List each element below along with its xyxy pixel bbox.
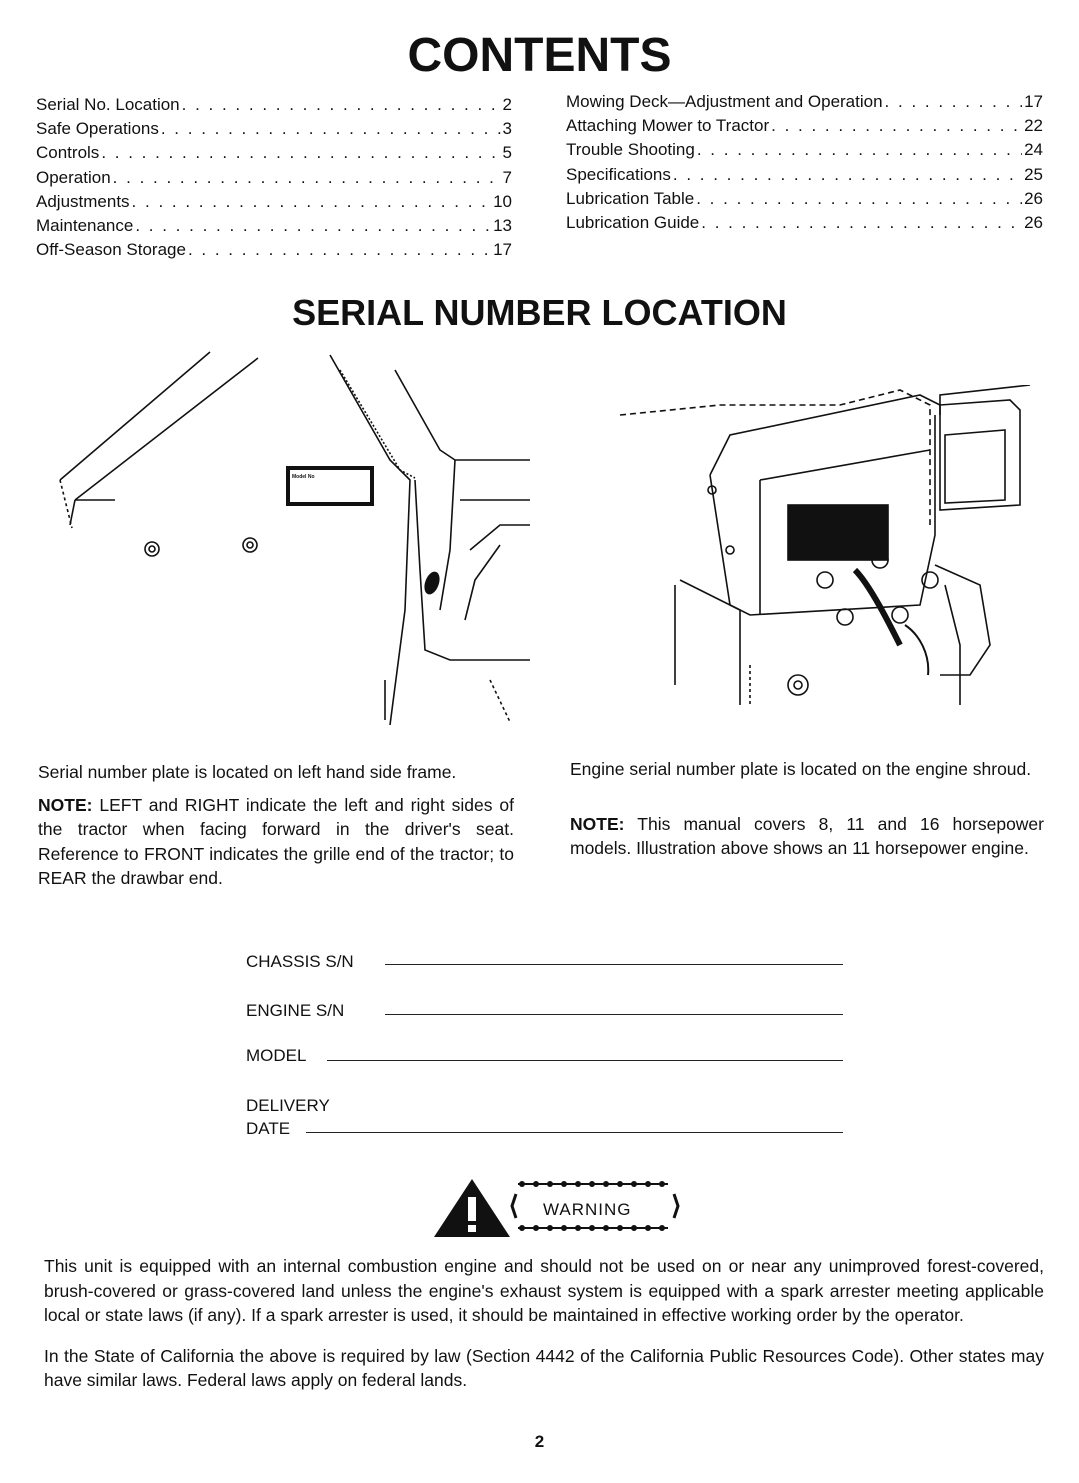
engine-serial-plate — [788, 505, 888, 560]
right-note-body: This manual covers 8, 11 and 16 horsepower models. Illustration above shows an 11 horsepower engine. — [570, 813, 1044, 858]
toc-label: Mowing Deck—Adjustment and Operation — [566, 92, 883, 111]
engine-illustration — [600, 385, 1040, 715]
model-input-line[interactable] — [327, 1060, 843, 1061]
toc-entry[interactable] — [566, 114, 1043, 138]
engine-input-line[interactable] — [385, 1014, 843, 1015]
chassis-input-line[interactable] — [385, 964, 843, 965]
model-label: MODEL — [246, 1046, 307, 1065]
toc-label: Trouble Shooting — [566, 140, 695, 160]
right-note — [570, 812, 1044, 861]
toc-page: 26 — [1024, 213, 1043, 233]
left-note-label: NOTE: — [38, 794, 93, 815]
toc-page: 3 — [502, 119, 512, 139]
page-number: 2 — [534, 1432, 545, 1451]
delivery-label: DELIVERY — [246, 1096, 330, 1115]
serial-section-title: SERIAL NUMBER LOCATION — [292, 292, 787, 333]
left-note — [38, 793, 514, 891]
date-label: DATE — [246, 1119, 291, 1138]
toc-label: Serial No. Location — [36, 95, 180, 114]
toc-entry[interactable] — [36, 141, 512, 165]
toc-entry[interactable] — [36, 93, 512, 117]
toc-label: Lubrication Guide — [566, 213, 700, 233]
toc-page: 13 — [493, 216, 512, 236]
toc-label: Lubrication Table — [566, 188, 695, 208]
warning-paragraph-2: In the State of California the above is required by law (Section 4442 of the California Public Resources Code). Other states may have similar laws. Federal laws apply on federal lands. — [44, 1345, 1044, 1390]
toc-entry[interactable] — [36, 117, 512, 141]
toc-page: 5 — [502, 143, 512, 163]
toc-page: 2 — [502, 95, 512, 114]
warning-text — [44, 1254, 1044, 1393]
toc-entry[interactable] — [566, 187, 1043, 211]
toc-entry[interactable] — [36, 238, 512, 262]
toc-entry[interactable] — [566, 211, 1043, 235]
toc-page: 25 — [1024, 164, 1043, 184]
toc-label: Off-Season Storage — [36, 240, 186, 260]
delivery-date-input-line[interactable] — [306, 1132, 843, 1133]
toc-entry[interactable] — [566, 138, 1043, 162]
tractor-frame-illustration — [30, 350, 530, 725]
engine-label: ENGINE S/N — [246, 1001, 345, 1020]
right-note-label: NOTE: — [570, 813, 625, 834]
toc-entry[interactable] — [36, 166, 512, 190]
toc-label: Maintenance — [36, 216, 134, 236]
contents-title: CONTENTS — [407, 29, 672, 82]
toc-page: 26 — [1024, 188, 1043, 208]
model-plate-label: Model No — [292, 474, 315, 480]
toc-left — [36, 93, 512, 262]
toc-page: 17 — [493, 240, 512, 260]
toc-label: Safe Operations — [36, 119, 159, 139]
toc-page: 17 — [1024, 92, 1043, 111]
toc-entry[interactable] — [566, 163, 1043, 187]
toc-entry[interactable] — [566, 90, 1043, 114]
toc-label: Specifications — [566, 164, 671, 184]
toc-page: 22 — [1024, 116, 1043, 136]
right-text: Engine serial number plate is located on the engine shroud. — [570, 759, 1032, 779]
toc-page: 10 — [493, 191, 512, 211]
warning-paragraph-1: This unit is equipped with an internal combustion engine and should not be used on or near any unimproved forest-covered, brush-covered or grass-covered land unless the engine's exhaust system is equipped with a spark arrester meeting applicable local or state laws (if any). If a spark arrester is used, it should be maintained in effective working order by the operator. — [44, 1256, 1044, 1325]
toc-label: Controls — [36, 143, 100, 163]
toc-label: Adjustments — [36, 191, 130, 211]
toc-page: 7 — [502, 167, 512, 187]
chassis-label: CHASSIS S/N — [246, 952, 354, 971]
toc-entry[interactable] — [36, 190, 512, 214]
left-text: Serial number plate is located on left hand side frame. — [38, 762, 457, 782]
warning-label: WARNING — [543, 1200, 632, 1219]
toc-right — [566, 90, 1043, 235]
toc-label: Attaching Mower to Tractor — [566, 116, 770, 136]
left-note-body: LEFT and RIGHT indicate the left and right sides of the tractor when facing forward in the driver's seat. Reference to FRONT indicates the grille end of the tractor; to REAR the drawbar end. — [38, 794, 514, 888]
toc-label: Operation — [36, 167, 111, 187]
toc-entry[interactable] — [36, 214, 512, 238]
right-description — [570, 757, 1044, 869]
left-description — [38, 760, 514, 899]
toc-page: 24 — [1024, 140, 1043, 160]
warning-triangle-icon — [432, 1177, 512, 1239]
